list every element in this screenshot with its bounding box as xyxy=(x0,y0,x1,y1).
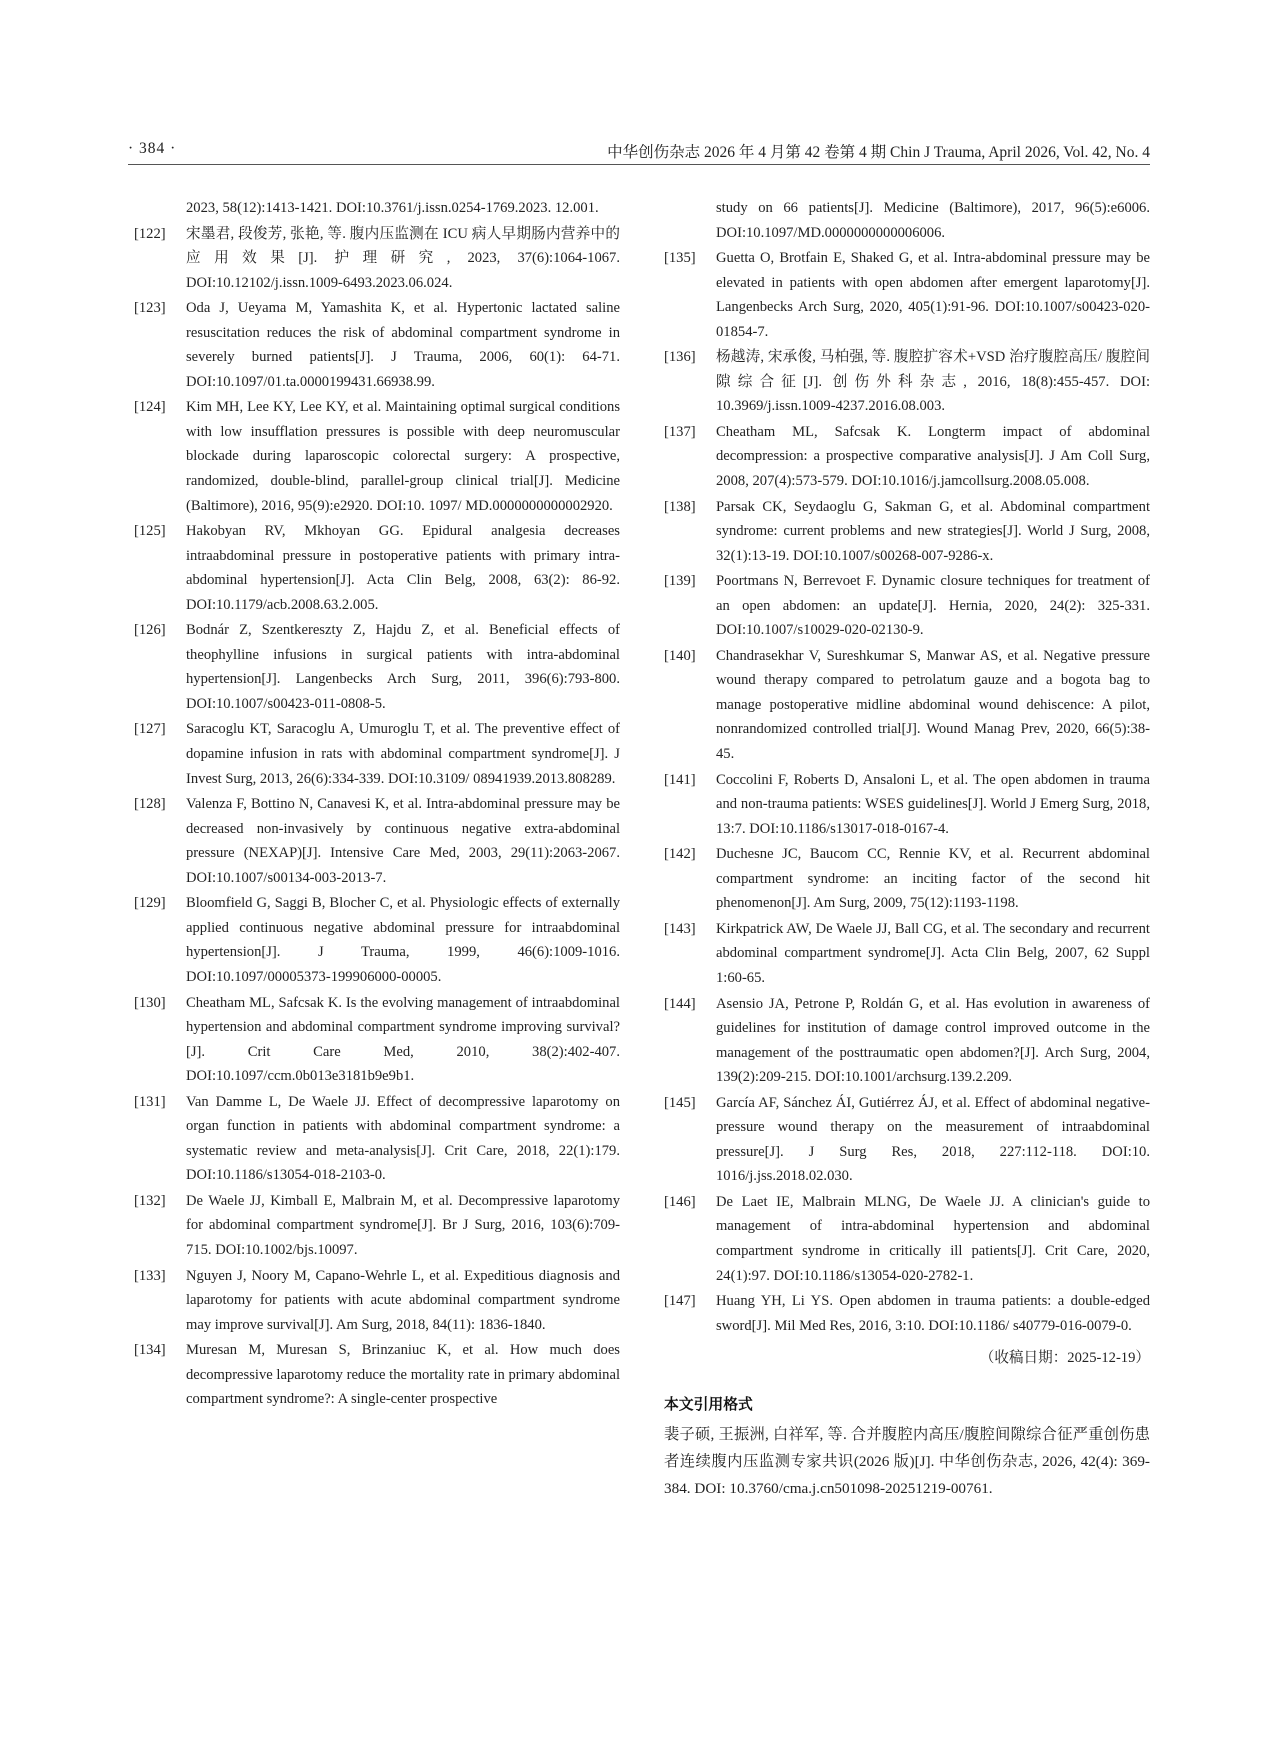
journal-citation-line: 中华创伤杂志 2026 年 4 月第 42 卷第 4 期 Chin J Trauma, April 2026, Vol. 42, No. 4 xyxy=(607,144,1150,161)
reference-number: [128] xyxy=(134,796,166,813)
reference-number: [133] xyxy=(134,1267,166,1284)
reference-text: De Laet IE, Malbrain MLNG, De Waele JJ. A clinician's guide to management of intra-abdominal hypertension and abdominal compartment syndrome in critically ill patients[J]. Crit Care, 2020, 24(1):97. DOI:10.1186/s13054-020-2782-1. xyxy=(716,1193,1150,1284)
reference-number: [141] xyxy=(664,771,696,788)
reference-entry xyxy=(664,246,1150,344)
reference-number: [144] xyxy=(664,995,696,1012)
reference-text: García AF, Sánchez ÁI, Gutiérrez ÁJ, et al. Effect of abdominal negative-pressure wound therapy on the measurement of intraabdominal pressure[J]. J Surg Res, 2018, 227:112-118. DOI:10. 1016/j.jss.2018.02.030. xyxy=(716,1094,1150,1185)
reference-text: Cheatham ML, Safcsak K. Is the evolving management of intraabdominal hypertension and abdominal compartment syndrome improving survival?[J]. Crit Care Med, 2010, 38(2):402-407. DOI:10.1097/ccm.0b013e3181b9e9b1. xyxy=(186,994,620,1085)
running-header xyxy=(128,138,1150,165)
citation-format-text: 裴子硕, 王振洲, 白祥军, 等. 合并腹腔内高压/腹腔间隙综合征严重创伤患者连续腹内压监测专家共识(2026 版)[J]. 中华创伤杂志, 2026, 42(4): 369-384. DOI: 10.3760/cma.j.cn501098-20251219-00761. xyxy=(664,1426,1150,1498)
page-number: · 384 · xyxy=(128,140,177,157)
reference-text: Asensio JA, Petrone P, Roldán G, et al. Has evolution in awareness of guidelines for institution of damage control improved outcome in the management of the posttraumatic open abdomen?[J]. Arch Surg, 2004, 139(2):209-215. DOI:10.1001/archsurg.139.2.209. xyxy=(716,995,1150,1086)
reference-number: [122] xyxy=(134,225,166,242)
reference-number: [129] xyxy=(134,895,166,912)
reference-text: Cheatham ML, Safcsak K. Longterm impact of abdominal decompression: a prospective comparative analysis[J]. J Am Coll Surg, 2008, 207(4):573-579. DOI:10.1016/j.jamcollsurg.2008.05.008. xyxy=(716,423,1150,490)
reference-number: [130] xyxy=(134,994,166,1011)
reference-number: [145] xyxy=(664,1094,696,1111)
reference-continuation: 2023, 58(12):1413-1421. DOI:10.3761/j.issn.0254-1769.2023. 12.001. xyxy=(186,200,599,216)
reference-entry xyxy=(664,917,1150,991)
reference-entry xyxy=(134,519,620,617)
reference-number: [139] xyxy=(664,573,696,590)
citation-format-heading: 本文引用格式 xyxy=(664,1395,753,1413)
reference-entry xyxy=(134,1189,620,1263)
reference-text: Muresan M, Muresan S, Brinzaniuc K, et al. How much does decompressive laparotomy reduce the mortality rate in primary abdominal compartment syndrome?: A single-center prospective xyxy=(186,1342,620,1408)
reference-number: [142] xyxy=(664,846,696,863)
reference-number: [135] xyxy=(664,250,696,267)
reference-entry xyxy=(664,420,1150,494)
reference-entry xyxy=(134,222,620,296)
reference-entry xyxy=(664,768,1150,842)
reference-number: [147] xyxy=(664,1293,696,1310)
reference-text: Van Damme L, De Waele JJ. Effect of decompressive laparotomy on organ function in patients with abdominal compartment syndrome: a systematic review and meta-analysis[J]. Crit Care, 2018, 22(1):179. DOI:10.1186/s13054-018-2103-0. xyxy=(186,1093,620,1184)
reference-entry xyxy=(664,992,1150,1090)
reference-number: [124] xyxy=(134,399,166,416)
reference-entry xyxy=(134,717,620,791)
reference-entry xyxy=(664,1289,1150,1338)
left-column xyxy=(134,196,620,1413)
reference-entry xyxy=(664,644,1150,767)
right-column xyxy=(664,196,1150,1502)
reference-text: Duchesne JC, Baucom CC, Rennie KV, et al. Recurrent abdominal compartment syndrome: an inciting factor of the second hit phenomenon[J]. Am Surg, 2009, 75(12):1193-1198. xyxy=(716,846,1150,912)
reference-text: Poortmans N, Berrevoet F. Dynamic closure techniques for treatment of an open abdomen: an update[J]. Hernia, 2020, 24(2): 325-331. DOI:10.1007/s10029-020-02130-9. xyxy=(716,573,1150,639)
reference-number: [138] xyxy=(664,498,696,515)
reference-continuation: study on 66 patients[J]. Medicine (Baltimore), 2017, 96(5):e6006. DOI:10.1097/MD.0000000000006006. xyxy=(716,200,1150,241)
reference-number: [127] xyxy=(134,721,166,738)
reference-list-left xyxy=(134,222,620,1412)
reference-entry xyxy=(664,569,1150,643)
reference-entry xyxy=(664,495,1150,569)
reference-entry xyxy=(664,842,1150,916)
reference-entry xyxy=(134,395,620,518)
reference-entry xyxy=(664,345,1150,419)
reference-entry xyxy=(134,618,620,716)
reference-text: Chandrasekhar V, Sureshkumar S, Manwar AS, et al. Negative pressure wound therapy compared to petrolatum gauze and a bogota bag to manage postoperative midline abdominal wound dehiscence: A pilot, nonrandomized controlled trial[J]. Wound Manag Prev, 2020, 66(5):38-45. xyxy=(716,647,1150,763)
reference-number: [123] xyxy=(134,300,166,317)
reference-entry xyxy=(134,1264,620,1338)
reference-text: Bloomfield G, Saggi B, Blocher C, et al. Physiologic effects of externally applied continuous negative abdominal pressure for intraabdominal hypertension[J]. J Trauma, 1999, 46(6):1009-1016. DOI:10.1097/00005373-199906000-00005. xyxy=(186,895,620,985)
reference-text: Bodnár Z, Szentkereszty Z, Hajdu Z, et al. Beneficial effects of theophylline infusions in surgical patients with intra-abdominal hypertension[J]. Langenbecks Arch Surg, 2011, 396(6):793-800. DOI:10.1007/s00423-011-0808-5. xyxy=(186,622,620,712)
reference-entry xyxy=(134,1090,620,1188)
reference-entry xyxy=(664,1091,1150,1189)
reference-number: [131] xyxy=(134,1093,166,1110)
reference-number: [143] xyxy=(664,920,696,937)
reference-number: [137] xyxy=(664,423,696,440)
reference-text: Guetta O, Brotfain E, Shaked G, et al. Intra-abdominal pressure may be elevated in patients with open abdomen after emergent laparotomy[J]. Langenbecks Arch Surg, 2020, 405(1):91-96. DOI:10.1007/s00423-020-01854-7. xyxy=(716,250,1150,340)
reference-entry xyxy=(134,296,620,394)
reference-text: De Waele JJ, Kimball E, Malbrain M, et al. Decompressive laparotomy for abdominal compartment syndrome[J]. Br J Surg, 2016, 103(6):709-715. DOI:10.1002/bjs.10097. xyxy=(186,1192,620,1258)
reference-number: [132] xyxy=(134,1192,166,1209)
reference-text: Valenza F, Bottino N, Canavesi K, et al. Intra-abdominal pressure may be decreased non-invasively by continuous negative extra-abdominal pressure (NEXAP)[J]. Intensive Care Med, 2003, 29(11):2063-2067. DOI:10.1007/s00134-003-2013-7. xyxy=(186,796,620,886)
reference-number: [126] xyxy=(134,622,166,639)
reference-text: Saracoglu KT, Saracoglu A, Umuroglu T, et al. The preventive effect of dopamine infusion in rats with abdominal compartment syndrome[J]. J Invest Surg, 2013, 26(6):334-339. DOI:10.3109/ 08941939.2013.808289. xyxy=(186,721,620,787)
reference-text: Oda J, Ueyama M, Yamashita K, et al. Hypertonic lactated saline resuscitation reduces the risk of abdominal compartment syndrome in severely burned patients[J]. J Trauma, 2006, 60(1): 64-71. DOI:10.1097/01.ta.0000199431.66938.99. xyxy=(186,300,620,390)
reference-text: Parsak CK, Seydaoglu G, Sakman G, et al. Abdominal compartment syndrome: current problems and new strategies[J]. World J Surg, 2008, 32(1):13-19. DOI:10.1007/s00268-007-9286-x. xyxy=(716,498,1150,564)
reference-number: [140] xyxy=(664,647,696,664)
reference-entry xyxy=(134,991,620,1089)
reference-number: [146] xyxy=(664,1193,696,1210)
received-date: （收稿日期：2025-12-19） xyxy=(979,1350,1150,1367)
reference-text: 宋墨君, 段俊芳, 张艳, 等. 腹内压监测在 ICU 病人早期肠内营养中的应用效果[J]. 护理研究, 2023, 37(6):1064-1067. DOI:10.12102/j.issn.1009-6493.2023.06.024. xyxy=(186,225,620,291)
reference-entry xyxy=(134,1338,620,1412)
reference-text: Kirkpatrick AW, De Waele JJ, Ball CG, et al. The secondary and recurrent abdominal compartment syndrome[J]. Acta Clin Belg, 2007, 62 Suppl 1:60-65. xyxy=(716,920,1150,986)
reference-text: 杨越涛, 宋承俊, 马柏强, 等. 腹腔扩容术+VSD 治疗腹腔高压/ 腹腔间隙综合征[J]. 创伤外科杂志, 2016, 18(8):455-457. DOI: 10.3969/j.issn.1009-4237.2016.08.003. xyxy=(716,349,1150,415)
reference-number: [125] xyxy=(134,523,166,540)
reference-number: [136] xyxy=(664,349,696,366)
reference-text: Hakobyan RV, Mkhoyan GG. Epidural analgesia decreases intraabdominal pressure in postoperative patients with primary intra-abdominal hypertension[J]. Acta Clin Belg, 2008, 63(2): 86-92. DOI:10.1179/acb.2008.63.2.005. xyxy=(186,523,620,613)
reference-text: Nguyen J, Noory M, Capano-Wehrle L, et al. Expeditious diagnosis and laparotomy for patients with acute abdominal compartment syndrome may improve survival[J]. Am Surg, 2018, 84(11): 1836-1840. xyxy=(186,1267,620,1333)
reference-entry xyxy=(134,891,620,989)
reference-entry xyxy=(134,792,620,890)
reference-list-right xyxy=(664,246,1150,1338)
reference-text: Huang YH, Li YS. Open abdomen in trauma patients: a double-edged sword[J]. Mil Med Res, 2016, 3:10. DOI:10.1186/ s40779-016-0079-0. xyxy=(716,1293,1150,1334)
reference-text: Kim MH, Lee KY, Lee KY, et al. Maintaining optimal surgical conditions with low insufflation pressures is possible with deep neuromuscular blockade during laparoscopic colorectal surgery: A prospective, randomized, double-blind, parallel-group clinical trial[J]. Medicine (Baltimore), 2016, 95(9):e2920. DOI:10. 1097/ MD.0000000000002920. xyxy=(186,399,620,514)
reference-number: [134] xyxy=(134,1342,166,1359)
reference-text: Coccolini F, Roberts D, Ansaloni L, et al. The open abdomen in trauma and non-trauma patients: WSES guidelines[J]. World J Emerg Surg, 2018, 13:7. DOI:10.1186/s13017-018-0167-4. xyxy=(716,771,1150,837)
reference-entry xyxy=(664,1190,1150,1288)
